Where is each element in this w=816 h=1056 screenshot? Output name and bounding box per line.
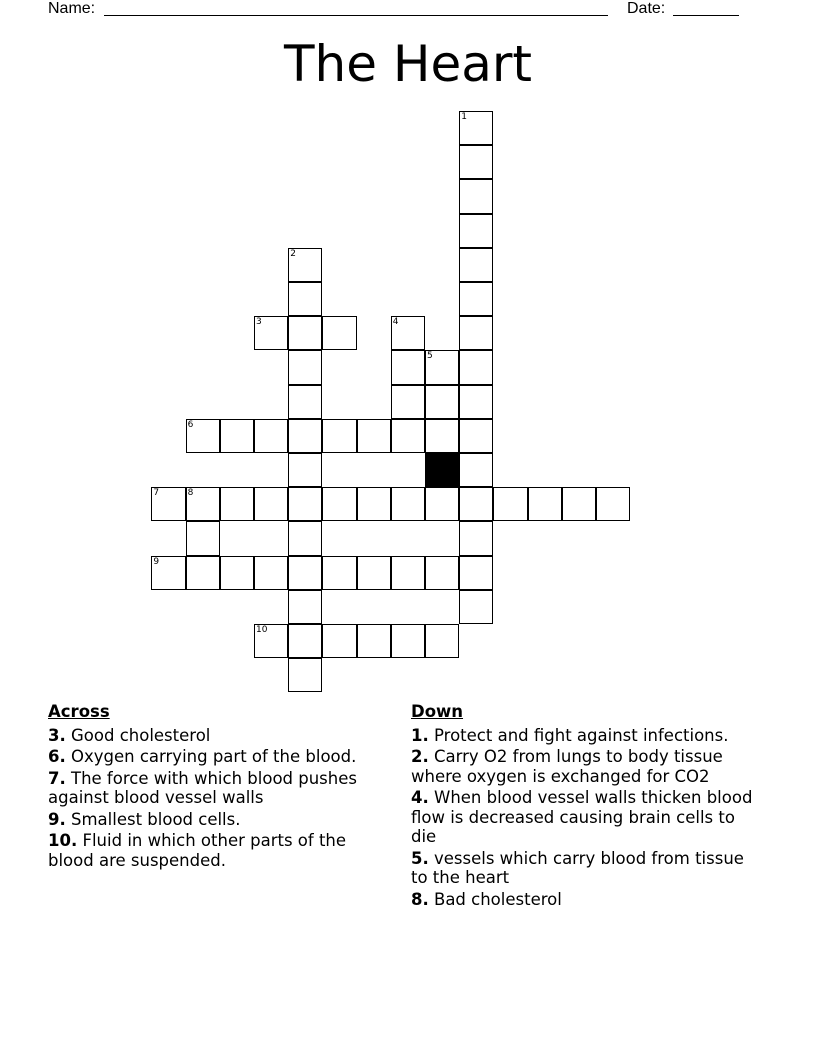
date-label: Date: bbox=[627, 0, 666, 17]
down-clue bbox=[411, 849, 761, 888]
crossword-cell[interactable] bbox=[322, 556, 356, 590]
crossword-cell[interactable] bbox=[186, 487, 220, 521]
crossword-cell[interactable] bbox=[391, 419, 425, 453]
across-clue bbox=[48, 747, 393, 767]
crossword-cell[interactable] bbox=[596, 487, 630, 521]
crossword-cell[interactable] bbox=[357, 419, 391, 453]
crossword-cell[interactable] bbox=[288, 453, 322, 487]
crossword-cell[interactable] bbox=[425, 624, 459, 658]
crossword-cell[interactable] bbox=[391, 385, 425, 419]
down-clue bbox=[411, 726, 761, 746]
crossword-cell[interactable] bbox=[459, 248, 493, 282]
down-clues bbox=[411, 702, 761, 911]
crossword-cell[interactable] bbox=[391, 556, 425, 590]
crossword-cell[interactable] bbox=[254, 624, 288, 658]
name-label: Name: bbox=[48, 0, 96, 17]
crossword-cell[interactable] bbox=[459, 521, 493, 555]
clue-number: 8. bbox=[411, 889, 429, 909]
crossword-cell[interactable] bbox=[425, 419, 459, 453]
crossword-cell[interactable] bbox=[459, 385, 493, 419]
crossword-cell[interactable] bbox=[254, 419, 288, 453]
clue-text: Protect and fight against infections. bbox=[434, 725, 729, 745]
crossword-cell[interactable] bbox=[459, 350, 493, 384]
crossword-cell[interactable] bbox=[288, 556, 322, 590]
crossword-cell[interactable] bbox=[288, 385, 322, 419]
crossword-cell[interactable] bbox=[288, 350, 322, 384]
crossword-cell[interactable] bbox=[459, 590, 493, 624]
clue-number: 1. bbox=[411, 725, 429, 745]
crossword-cell[interactable] bbox=[357, 624, 391, 658]
clue-text: Oxygen carrying part of the blood. bbox=[71, 747, 357, 766]
clue-number-label: 2 bbox=[290, 248, 296, 259]
crossword-cell[interactable] bbox=[459, 111, 493, 145]
clue-text: When blood vessel walls thicken blood flow is decreased causing brain cells to die bbox=[411, 788, 753, 846]
crossword-cell[interactable] bbox=[220, 419, 254, 453]
crossword-cell[interactable] bbox=[425, 487, 459, 521]
crossword-cell[interactable] bbox=[288, 282, 322, 316]
clue-text: Smallest blood cells. bbox=[71, 809, 241, 829]
crossword-cell[interactable] bbox=[151, 556, 185, 590]
black-cell bbox=[425, 453, 459, 487]
crossword-cell[interactable] bbox=[425, 556, 459, 590]
crossword-cell[interactable] bbox=[288, 658, 322, 692]
down-heading: Down bbox=[411, 702, 464, 721]
clue-text: Fluid in which other parts of the blood are suspended. bbox=[48, 831, 347, 870]
crossword-cell[interactable] bbox=[562, 487, 596, 521]
crossword-cell[interactable] bbox=[322, 419, 356, 453]
clue-number-label: 4 bbox=[392, 317, 399, 328]
crossword-cell[interactable] bbox=[254, 487, 288, 521]
crossword-cell[interactable] bbox=[322, 624, 356, 658]
page-title: The Heart bbox=[283, 35, 533, 93]
clue-number-label: 6 bbox=[187, 419, 194, 430]
clue-number: 9. bbox=[48, 809, 66, 829]
down-clue bbox=[411, 747, 761, 786]
crossword-cell[interactable] bbox=[528, 487, 562, 521]
clue-number-label: 3 bbox=[256, 317, 262, 328]
crossword-cell[interactable] bbox=[357, 556, 391, 590]
clue-number: 7. bbox=[48, 768, 66, 788]
crossword-cell[interactable] bbox=[459, 282, 493, 316]
crossword-cell[interactable] bbox=[459, 487, 493, 521]
clue-text: The force with which blood pushes against blood vessel walls bbox=[48, 768, 357, 807]
down-clue bbox=[411, 890, 761, 910]
crossword-cell[interactable] bbox=[288, 590, 322, 624]
crossword-cell[interactable] bbox=[186, 556, 220, 590]
crossword-cell[interactable] bbox=[459, 145, 493, 179]
crossword-cell[interactable] bbox=[391, 316, 425, 350]
clue-number-label: 10 bbox=[256, 625, 268, 635]
crossword-cell[interactable] bbox=[288, 624, 322, 658]
across-clue bbox=[48, 769, 393, 808]
clue-number: 6. bbox=[48, 747, 66, 766]
crossword-cell[interactable] bbox=[186, 419, 220, 453]
crossword-cell[interactable] bbox=[288, 316, 322, 350]
crossword-cell[interactable] bbox=[322, 487, 356, 521]
crossword-cell[interactable] bbox=[186, 521, 220, 555]
across-clue bbox=[48, 831, 393, 870]
crossword-cell[interactable] bbox=[322, 316, 356, 350]
clue-number: 2. bbox=[411, 747, 429, 766]
crossword-cell[interactable] bbox=[357, 487, 391, 521]
crossword-cell[interactable] bbox=[151, 487, 185, 521]
crossword-cell[interactable] bbox=[493, 487, 527, 521]
clue-text: Bad cholesterol bbox=[434, 889, 562, 909]
crossword-cell[interactable] bbox=[391, 624, 425, 658]
clue-number-label: 1 bbox=[461, 112, 467, 122]
crossword-cell[interactable] bbox=[391, 350, 425, 384]
crossword-cell[interactable] bbox=[254, 556, 288, 590]
crossword-cell[interactable] bbox=[459, 453, 493, 487]
clue-number: 5. bbox=[411, 848, 429, 868]
crossword-cell[interactable] bbox=[391, 487, 425, 521]
across-clue bbox=[48, 726, 393, 746]
crossword-cell[interactable] bbox=[425, 385, 459, 419]
across-clue bbox=[48, 810, 393, 830]
crossword-cell[interactable] bbox=[254, 316, 288, 350]
clue-number-label: 8 bbox=[187, 488, 194, 499]
clue-number: 3. bbox=[48, 725, 66, 745]
clue-number-label: 7 bbox=[153, 488, 160, 499]
clue-number-label: 5 bbox=[427, 351, 433, 362]
crossword-cell[interactable] bbox=[288, 487, 322, 521]
clue-number: 4. bbox=[411, 788, 429, 807]
clue-number: 10. bbox=[48, 831, 78, 850]
crossword-cell[interactable] bbox=[288, 419, 322, 453]
crossword-cell[interactable] bbox=[459, 179, 493, 213]
crossword-cell[interactable] bbox=[288, 521, 322, 555]
crossword-cell[interactable] bbox=[220, 487, 254, 521]
crossword-cell[interactable] bbox=[459, 419, 493, 453]
across-heading: Across bbox=[48, 702, 110, 721]
crossword-cell[interactable] bbox=[220, 556, 254, 590]
clue-text: vessels which carry blood from tissue to the heart bbox=[411, 848, 744, 887]
crossword-cell[interactable] bbox=[459, 556, 493, 590]
clue-text: Carry O2 from lungs to body tissue where oxygen is exchanged for CO2 bbox=[411, 747, 723, 786]
crossword-cell[interactable] bbox=[288, 248, 322, 282]
crossword-cell[interactable] bbox=[459, 214, 493, 248]
down-clue bbox=[411, 788, 761, 847]
across-clues bbox=[48, 702, 393, 872]
clue-number-label: 9 bbox=[153, 556, 160, 567]
crossword-cell[interactable] bbox=[425, 350, 459, 384]
clue-text: Good cholesterol bbox=[71, 725, 211, 745]
crossword-cell[interactable] bbox=[459, 316, 493, 350]
